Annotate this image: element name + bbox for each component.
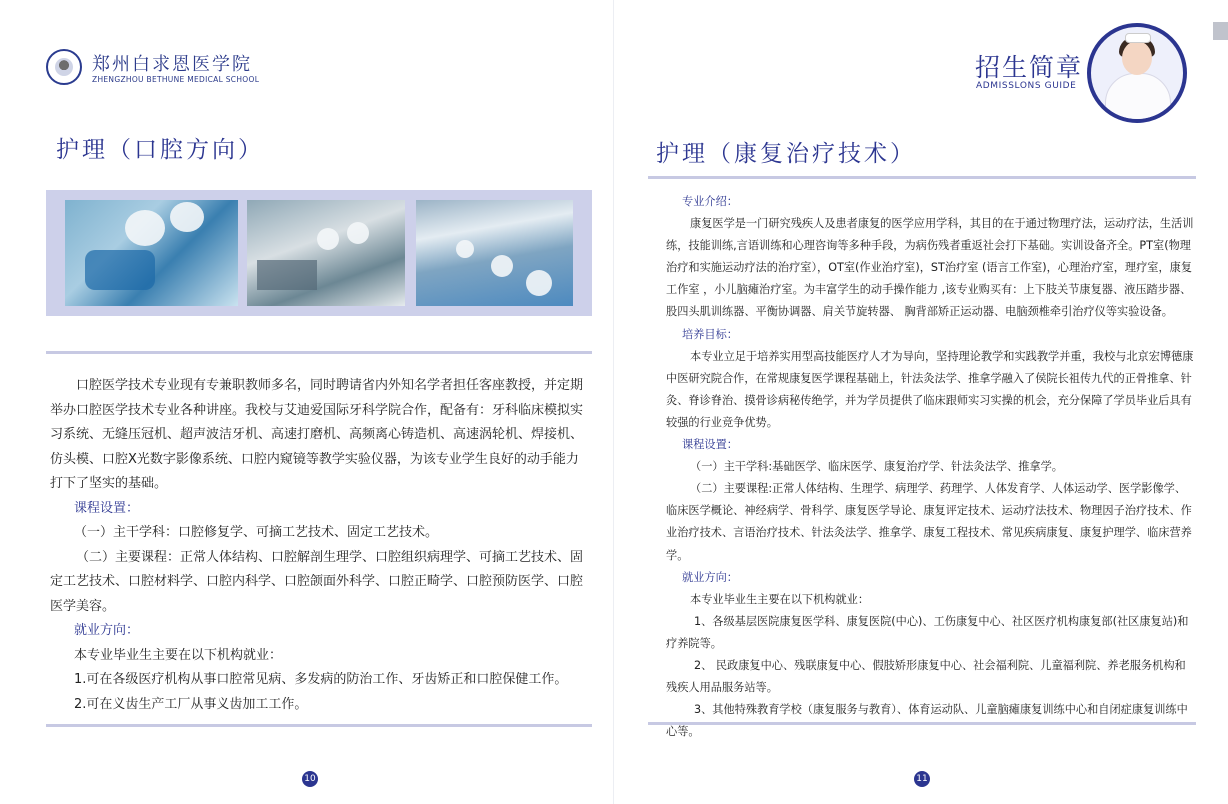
dental-lab-photo-2 bbox=[247, 200, 405, 306]
top-divider bbox=[648, 176, 1196, 179]
page-number: 11 bbox=[914, 771, 930, 787]
bottom-divider bbox=[46, 724, 592, 727]
page-title: 护理（康复治疗技术） bbox=[656, 141, 916, 167]
course-heading: 课程设置： bbox=[682, 438, 738, 452]
bottom-divider bbox=[648, 722, 1196, 725]
top-divider bbox=[46, 351, 592, 354]
school-name-cn: 郑州白求恩医学院 bbox=[92, 54, 252, 75]
corner-tab bbox=[1213, 22, 1228, 40]
employment-item-3: 3、其他特殊教育学校（康复服务与教育）、体育运动队、儿童脑瘫康复训练中心和自闭症康复训练中心等。 bbox=[666, 703, 1188, 739]
employment-item-2: 2.可在义齿生产工厂从事义齿加工工作。 bbox=[74, 696, 308, 712]
employment-item-2: 2、 民政康复中心、残联康复中心、假肢矫形康复中心、社会福利院、儿童福利院、养老服务机构和残疾人用品服务站等。 bbox=[666, 658, 1186, 695]
page-title: 护理（口腔方向） bbox=[56, 137, 264, 163]
right-body-text bbox=[666, 191, 1196, 743]
course-item-1: （一）主干学科：口腔修复学、可摘工艺技术、固定工艺技术。 bbox=[74, 525, 439, 540]
admissions-guide-title: 招生简章 bbox=[975, 53, 1084, 82]
intro-heading: 专业介绍： bbox=[682, 195, 738, 208]
course-heading: 课程设置： bbox=[74, 500, 140, 516]
dental-lab-photo-3 bbox=[416, 200, 573, 306]
right-page bbox=[614, 0, 1228, 804]
employment-item-1: 1.可在各级医疗机构从事口腔常见病、多发病的防治工作、牙齿矫正和口腔保健工作。 bbox=[74, 672, 568, 687]
employment-heading: 就业方向： bbox=[74, 623, 140, 638]
course-item-1: （一）主干学科:基础医学、临床医学、康复治疗学、针法灸法学、推拿学。 bbox=[690, 460, 1063, 474]
admissions-guide-subtitle: ADMISSLONS GUIDE bbox=[976, 81, 1077, 91]
nurse-portrait bbox=[1087, 23, 1187, 123]
course-item-2: （二）主要课程：正常人体结构、口腔解剖生理学、口腔组织病理学、可摘工艺技术、固定工艺技术、口腔材料学、口腔内科学、口腔颌面外科学、口腔正畸学、口腔预防医学、口腔医学美容。 bbox=[50, 549, 584, 614]
course-item-2: （二）主要课程:正常人体结构、生理学、病理学、药理学、人体发育学、人体运动学、医学影像学、临床医学概论、神经病学、骨科学、康复医学导论、康复评定技术、运动疗法技术、物理因子治疗技术、作业治疗技术、言语治疗技术、针法灸法学、推拿学、康复工程技术、常见疾病康复、康复护理学、临床营养学。 bbox=[666, 482, 1192, 562]
school-name-en: ZHENGZHOU BETHUNE MEDICAL SCHOOL bbox=[92, 75, 260, 84]
employment-item-1: 1、各级基层医院康复医学科、康复医院(中心)、工伤康复中心、社区医疗机构康复部(社区康复站)和疗养院等。 bbox=[666, 614, 1189, 650]
employment-intro: 本专业毕业生主要在以下机构就业： bbox=[74, 647, 283, 663]
intro-paragraph: 康复医学是一门研究残疾人及患者康复的医学应用学科，其目的在于通过物理疗法，运动疗法，生活训练，技能训练,言语训练和心理咨询等多种手段，为病伤残者重返社会打下基础。实训设备齐全。PT室(物理治疗和实施运动疗法的治疗室），OT室(作业治疗室)，ST治疗室 (语言工作室)，心理治疗室，理疗室，康复工作室 ，小儿脑瘫治疗室。为丰富学生的动手操作能力 ,该专业购买有：上下肢关节康复器、液压踏步器、股四头肌训练器、平衡协调器、肩关节旋转器、 胸背部矫正运动器、电脑颈椎牵引治疗仪等实验设备。 bbox=[666, 217, 1194, 319]
dental-lab-photo-1 bbox=[65, 200, 238, 306]
school-logo-icon bbox=[46, 49, 82, 85]
employment-intro: 本专业毕业生主要在以下机构就业： bbox=[690, 592, 870, 606]
goal-paragraph: 本专业立足于培养实用型高技能医疗人才为导向，坚持理论教学和实践教学并重，我校与北京宏博德康中医研究院合作，在常规康复医学课程基础上，针法灸法学、推拿学融入了侯院长祖传九代的正骨推拿、针灸、脊诊脊治、摸骨诊病秘传绝学，并为学员提供了临床跟师实习实操的机会，充分保障了学员毕业后具有较强的行业竞争优势。 bbox=[666, 349, 1194, 429]
employment-heading: 就业方向： bbox=[682, 570, 738, 584]
page-number: 10 bbox=[302, 771, 318, 787]
intro-paragraph: 口腔医学技术专业现有专兼职教师多名，同时聘请省内外知名学者担任客座教授，并定期举办口腔医学技术专业各种讲座。我校与艾迪爱国际牙科学院合作，配备有：牙科临床模拟实习系统、无缝压冠机、超声波洁牙机、高速打磨机、高频离心铸造机、高速涡轮机、焊接机、仿头模、口腔X光数字影像系统、口腔内窥镜等教学实验仪器，为该专业学生良好的动手能力打下了坚实的基础。 bbox=[50, 378, 584, 491]
left-body-text bbox=[50, 374, 590, 717]
goal-heading: 培养目标： bbox=[682, 327, 738, 341]
